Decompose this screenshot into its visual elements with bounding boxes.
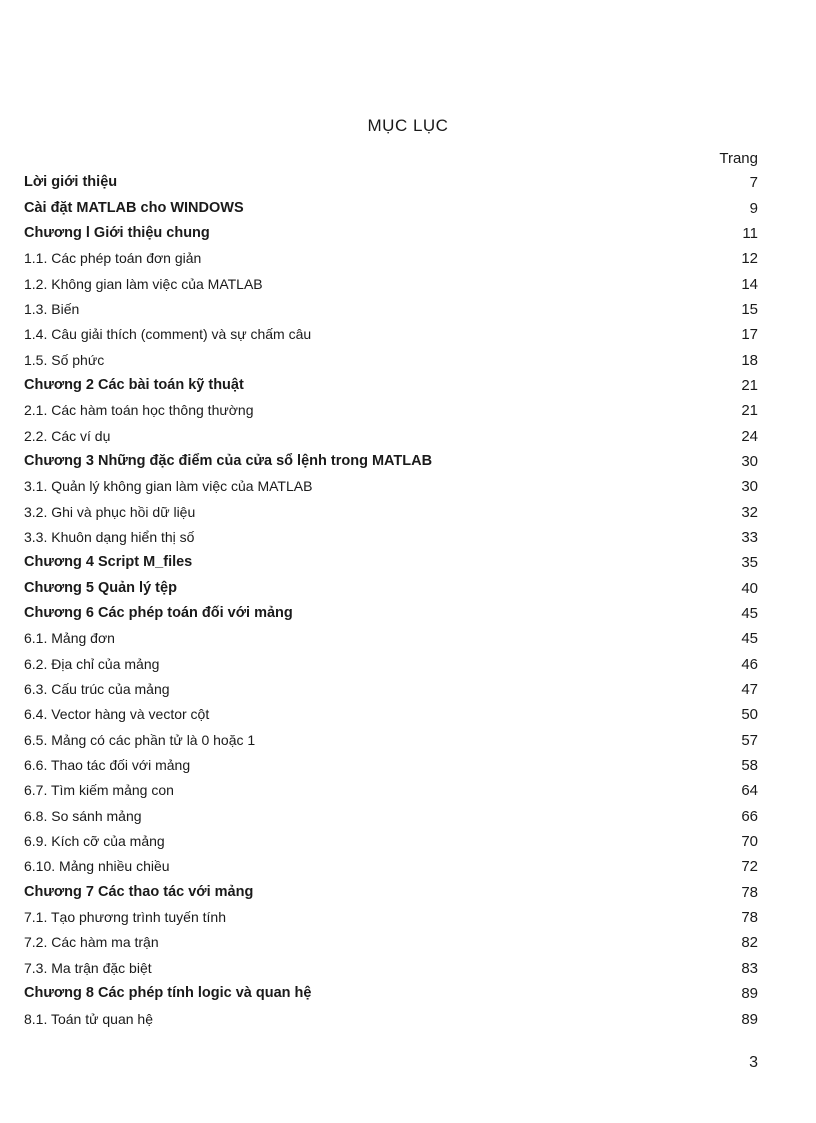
toc-entry-title: 3.3. Khuôn dạng hiển thị số xyxy=(24,528,195,545)
page-title: MỤC LỤC xyxy=(367,116,449,135)
toc-entry-title: 1.4. Câu giải thích (comment) và sự chấm câu xyxy=(24,326,312,343)
toc-entry-title: 7.2. Các hàm ma trận xyxy=(24,934,159,951)
toc-chapter-entry xyxy=(24,601,758,626)
toc-section-entry xyxy=(24,702,758,727)
toc-section-entry xyxy=(24,398,758,423)
toc-section-entry xyxy=(24,626,758,651)
toc-chapter-entry xyxy=(24,195,758,220)
toc-entry-title: 6.8. So sánh mảng xyxy=(24,807,142,824)
toc-entry-page: 15 xyxy=(741,300,758,318)
toc-entry-page: 46 xyxy=(741,655,758,673)
toc-entry-title: Chương 2 Các bài toán kỹ thuật xyxy=(24,376,244,393)
toc-entry-title: 7.3. Ma trận đặc biệt xyxy=(24,959,152,976)
toc-entry-title: 1.5. Số phức xyxy=(24,351,105,368)
toc-entry-title: 6.5. Mảng có các phần tử là 0 hoặc 1 xyxy=(24,731,256,748)
toc-entry-title: 6.7. Tìm kiếm mảng con xyxy=(24,782,174,799)
toc-entry-page: 40 xyxy=(741,579,758,597)
toc-section-entry xyxy=(24,652,758,677)
toc-entry-title: 6.6. Thao tác đối với mảng xyxy=(24,757,191,774)
toc-entry-page: 45 xyxy=(741,605,758,623)
toc-entry-page: 32 xyxy=(741,503,758,521)
toc-entry-title: 6.2. Địa chỉ của mảng xyxy=(24,655,160,672)
toc-entry-title: Chương 6 Các phép toán đối với mảng xyxy=(24,605,293,622)
toc-entry-page: 72 xyxy=(741,858,758,876)
toc-entry-page: 82 xyxy=(741,934,758,952)
toc-entry-title: 2.2. Các ví dụ xyxy=(24,427,111,444)
toc-entry-title: Lời giới thiệu xyxy=(24,174,118,191)
toc-entry-page: 50 xyxy=(741,706,758,724)
toc-section-entry xyxy=(24,728,758,753)
toc-entry-page: 70 xyxy=(741,833,758,851)
toc-section-entry xyxy=(24,804,758,829)
toc-entry-page: 66 xyxy=(741,807,758,825)
toc-entry-title: 6.1. Mảng đơn xyxy=(24,630,115,647)
toc-entry-page: 12 xyxy=(741,250,758,268)
toc-entry-title: 6.9. Kích cỡ của mảng xyxy=(24,833,165,850)
toc-chapter-entry xyxy=(24,221,758,246)
toc-entry-title: Chương 5 Quản lý tệp xyxy=(24,579,177,596)
toc-section-entry xyxy=(24,753,758,778)
toc-entry-page: 45 xyxy=(741,630,758,648)
toc-section-entry xyxy=(24,956,758,981)
toc-section-entry xyxy=(24,423,758,448)
toc-entry-page: 30 xyxy=(741,452,758,470)
toc-entry-title: Chương 7 Các thao tác với mảng xyxy=(24,883,254,900)
toc-entry-title: 1.2. Không gian làm việc của MATLAB xyxy=(24,275,263,292)
toc-entry-page: 78 xyxy=(741,883,758,901)
toc-chapter-entry xyxy=(24,550,758,575)
toc-section-entry xyxy=(24,297,758,322)
toc-entry-page: 83 xyxy=(741,959,758,977)
toc-entry-title: 1.1. Các phép toán đơn giản xyxy=(24,250,202,267)
toc-chapter-entry xyxy=(24,373,758,398)
toc-entry-title: 6.3. Cấu trúc của mảng xyxy=(24,681,170,698)
toc-section-entry xyxy=(24,1006,758,1031)
toc-section-entry xyxy=(24,930,758,955)
toc-chapter-entry xyxy=(24,170,758,195)
page-number: 3 xyxy=(749,1054,758,1071)
toc-entry-title: Chương l Giới thiệu chung xyxy=(24,224,210,241)
toc-entry-title: 8.1. Toán tử quan hệ xyxy=(24,1010,153,1027)
toc-entry-title: Chương 4 Script M_files xyxy=(24,554,193,571)
toc-chapter-entry xyxy=(24,981,758,1006)
toc-entry-page: 7 xyxy=(749,174,758,192)
toc-section-entry xyxy=(24,525,758,550)
toc-entry-title: 6.4. Vector hàng và vector cột xyxy=(24,706,210,723)
toc-entry-page: 78 xyxy=(741,909,758,927)
toc-section-entry xyxy=(24,905,758,930)
toc-entry-title: Cài đặt MATLAB cho WINDOWS xyxy=(24,199,244,216)
toc-section-entry xyxy=(24,854,758,879)
toc-entry-title: 1.3. Biến xyxy=(24,300,80,317)
toc-section-entry xyxy=(24,347,758,372)
toc-entry-page: 9 xyxy=(749,199,758,217)
toc-entry-page: 11 xyxy=(742,224,758,242)
toc-entry-page: 30 xyxy=(741,478,758,496)
toc-entry-page: 57 xyxy=(741,731,758,749)
table-of-contents xyxy=(24,170,758,1032)
toc-chapter-entry xyxy=(24,880,758,905)
toc-entry-page: 58 xyxy=(741,757,758,775)
page-column-header: Trang xyxy=(719,150,758,167)
toc-section-entry xyxy=(24,271,758,296)
toc-section-entry xyxy=(24,778,758,803)
toc-section-entry xyxy=(24,677,758,702)
toc-entry-page: 64 xyxy=(741,782,758,800)
toc-entry-page: 89 xyxy=(741,985,758,1003)
toc-entry-page: 35 xyxy=(741,554,758,572)
toc-entry-title: Chương 3 Những đặc điểm của cửa sổ lệnh trong MATLAB xyxy=(24,452,433,469)
toc-entry-title: 2.1. Các hàm toán học thông thường xyxy=(24,402,254,419)
toc-entry-page: 14 xyxy=(741,275,758,293)
toc-entry-title: 7.1. Tạo phương trình tuyến tính xyxy=(24,909,226,926)
toc-section-entry xyxy=(24,829,758,854)
toc-entry-page: 17 xyxy=(741,326,758,344)
toc-section-entry xyxy=(24,246,758,271)
toc-entry-page: 24 xyxy=(741,427,758,445)
toc-entry-title: 3.1. Quản lý không gian làm việc của MATLAB xyxy=(24,478,313,495)
toc-entry-page: 33 xyxy=(741,528,758,546)
toc-section-entry xyxy=(24,322,758,347)
toc-entry-page: 47 xyxy=(741,681,758,699)
toc-section-entry xyxy=(24,499,758,524)
toc-chapter-entry xyxy=(24,449,758,474)
toc-entry-page: 21 xyxy=(741,376,758,394)
toc-section-entry xyxy=(24,474,758,499)
toc-entry-title: Chương 8 Các phép tính logic và quan hệ xyxy=(24,985,312,1002)
toc-entry-page: 21 xyxy=(741,402,758,420)
toc-entry-page: 18 xyxy=(741,351,758,369)
toc-entry-page: 89 xyxy=(741,1010,758,1028)
toc-entry-title: 3.2. Ghi và phục hồi dữ liệu xyxy=(24,503,196,520)
toc-entry-title: 6.10. Mảng nhiều chiều xyxy=(24,858,170,875)
toc-chapter-entry xyxy=(24,576,758,601)
